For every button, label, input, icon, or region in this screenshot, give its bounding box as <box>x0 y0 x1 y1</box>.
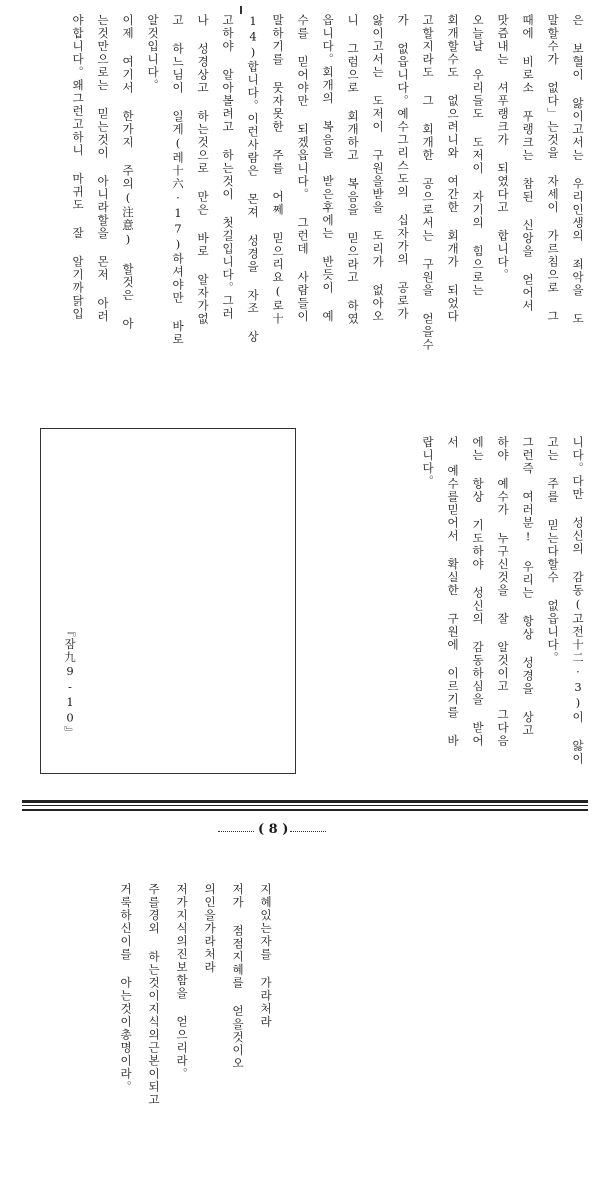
text-column: 말할수가 없다」는것을 자세이 가르침으로 그 <box>546 14 560 323</box>
footer-rule <box>22 809 588 811</box>
scripture-line: 저가 점점지혜를 얻을것이오 <box>231 883 245 1070</box>
text-column: 고 하느님이 일게(레十六·17)하셔야만 바로 <box>171 14 185 346</box>
text-column: 서 예수를믿어서 확실한 구원에 이르기를 바 <box>446 436 460 748</box>
footer-rule <box>22 805 588 806</box>
top-mark <box>240 6 242 14</box>
text-column: 고할지라도 그 회개한 공으로서는 구원을 얻을수 <box>421 14 435 352</box>
text-column: 오늘날 우리들도 도저이 자기의 힘으로는 <box>471 14 485 297</box>
text-column: 야합니다。왜그런고하니 마귀도 잘 알기까닭입 <box>71 14 85 321</box>
text-column: 니다。다만 성신의 감동(고전十二·3)이 앓이 <box>571 436 585 766</box>
text-column: 니 그럼으로 회개하고 복음을 믿으라고 하였 <box>346 14 360 326</box>
text-column: 고하야 알아볼려고 하는것이 첫길입니다。그러 <box>221 14 235 321</box>
text-column: 고는 주를 믿는다할수 없읍니다。 <box>546 436 560 665</box>
scripture-line: 주를경외 하는것이지식의근본이되고 <box>147 883 161 1107</box>
footer-dots <box>290 831 326 832</box>
page-number: ( 8 ) <box>258 822 289 837</box>
text-column: 는것만으로는 믿는것이 아니라할을 몬저 아러 <box>96 14 110 323</box>
text-column: 은 보혈이 앓이고서는 우리인생의 죄악을 도 <box>571 14 585 326</box>
footer-rule <box>22 800 588 803</box>
footer-dots <box>218 831 254 832</box>
scripture-line: 저가지식의진보함을 얻으리라。 <box>175 883 189 1081</box>
text-column: 알것입니다。 <box>146 14 160 92</box>
scripture-box <box>40 428 296 1107</box>
scripture-line: 거룩하신이를 아는것이총명이라。 <box>119 883 133 1094</box>
text-column: 이제 여기서 한가지 주의(注意) 할것은 아 <box>121 14 135 331</box>
text-column: 가 없읍니다。예수그리스도의 십자가의 공로가 <box>396 14 410 321</box>
text-column: 14)합니다。이런사람은 몬져 성경을 자조 상 <box>246 14 260 344</box>
text-column: 맛즘내는 셔푸랭크가 되였다고 합니다。 <box>496 14 510 282</box>
text-column: 때에 비로소 푸랭크는 참된 신앙을 얻어서 <box>521 14 535 313</box>
text-column: 회개할수도 없으려니와 여간한 회개가 되었다 <box>446 14 460 323</box>
text-column: 그런즉 여러분! 우리는 항상 성경을 상고 <box>521 436 535 737</box>
text-column: 나 성경상고 하는것으로 만은 바로 알자가없 <box>196 14 210 326</box>
scripture-citation: 『잠九9-10』 <box>63 625 77 739</box>
text-column: 읍니다。회개의 복음을 받은후에는 반듯이 예 <box>321 14 335 323</box>
text-column: 수를 믿어야만 되겠읍니다。 그런데 사람들이 <box>296 14 310 323</box>
text-column: 하야 예수가 누구신것을 잘 알것이고 그다음 <box>496 436 510 748</box>
text-column: 말하기를 뭇자못한 주를 어쩨 믿으리요(로十 <box>271 14 285 326</box>
scripture-line: 의인을가라처라 <box>203 883 217 974</box>
text-column: 에는 항상 기도하야 성신의 감동하심을 받어 <box>471 436 485 748</box>
text-column: 랍니다。 <box>421 436 435 488</box>
scripture-line: 지혜있는자를 가라처라 <box>259 883 273 1029</box>
text-column: 앓이고서는 도저이 구원을받을 도리가 없아오 <box>371 14 385 323</box>
